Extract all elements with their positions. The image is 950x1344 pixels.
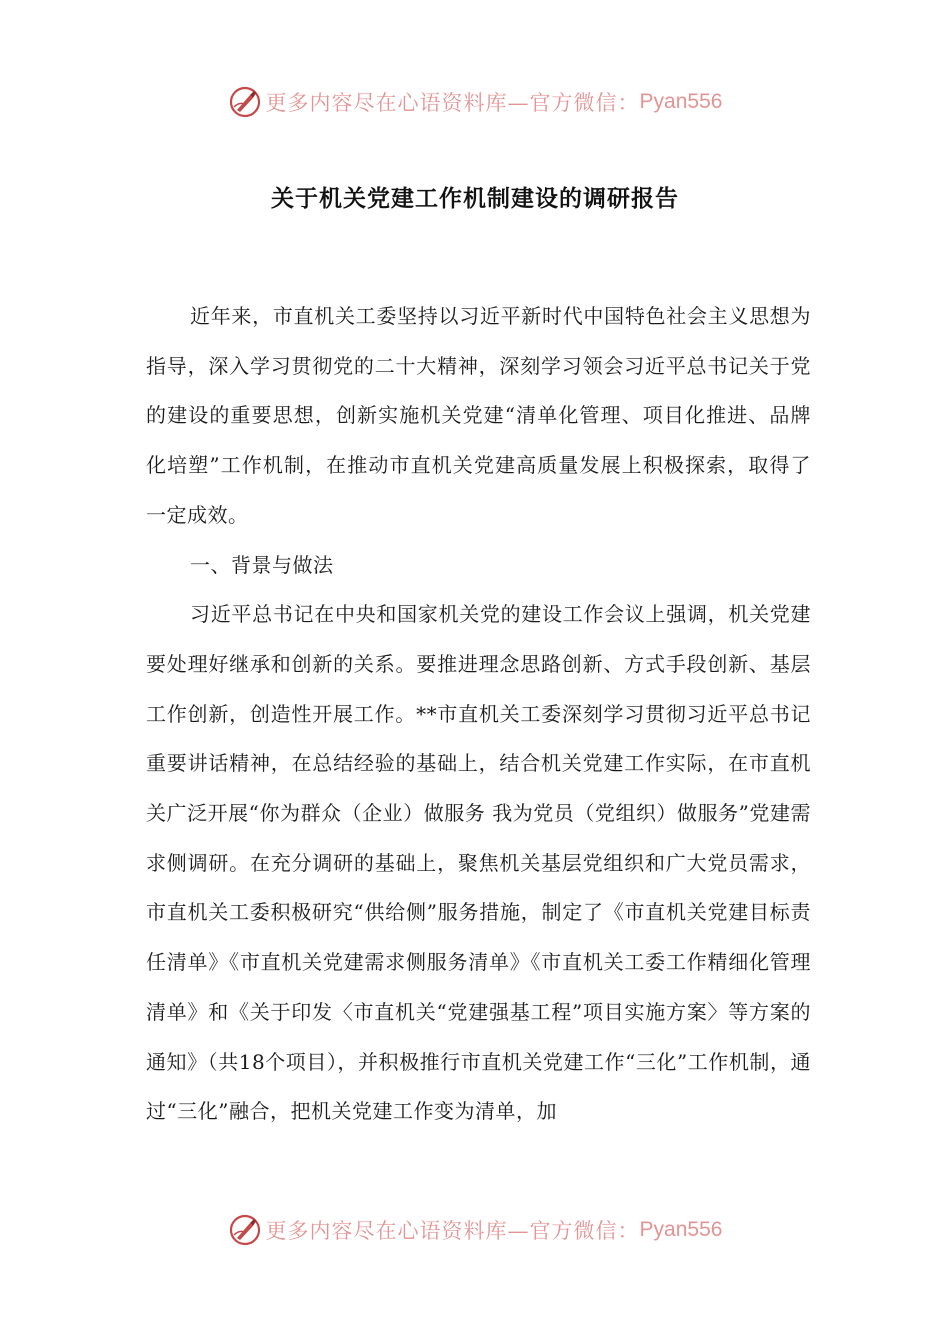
watermark-wechat-id: Pyan556 xyxy=(639,1218,723,1241)
watermark-text: 更多内容尽在心语资料库—官方微信： xyxy=(265,1219,640,1243)
document-body xyxy=(146,292,811,1137)
document-title: 关于机关党建工作机制建设的调研报告 xyxy=(271,185,679,212)
paragraph-intro: 近年来，市直机关工委坚持以习近平新时代中国特色社会主义思想为指导，深入学习贯彻党的二十大精神，深刻学习领会习近平总书记关于党的建设的重要思想，创新实施机关党建“清单化管理、项目化推进、品牌化培塑”工作机制，在推动市直机关党建高质量发展上积极探索，取得了一定成效。 xyxy=(146,304,811,527)
section-heading: 一、背景与做法 xyxy=(190,552,334,577)
watermark-banner-top xyxy=(0,82,950,122)
pen-circle-logo-icon xyxy=(228,85,262,119)
pen-circle-logo-icon xyxy=(228,1213,262,1247)
watermark-wechat-id: Pyan556 xyxy=(639,90,723,113)
watermark-text: 更多内容尽在心语资料库—官方微信： xyxy=(265,91,640,115)
paragraph-background: 习近平总书记在中央和国家机关党的建设工作会议上强调，机关党建要处理好继承和创新的关系。要推进理念思路创新、方式手段创新、基层工作创新，创造性开展工作。**市直机关工委深刻学习贯彻习近平总书记重要讲话精神，在总结经验的基础上，结合机关党建工作实际，在市直机关广泛开展“你为群众（企业）做服务 我为党员（党组织）做服务”党建需求侧调研。在充分调研的基础上，聚焦机关基层党组织和广大党员需求，市直机关工委积极研究“供给侧”服务措施，制定了《市直机关党建目标责任清单》《市直机关党建需求侧服务清单》《市直机关工委工作精细化管理清单》和《关于印发〈市直机关“党建强基工程”项目实施方案〉等方案的通知》（共18个项目），并积极推行市直机关党建工作“三化”工作机制，通过“三化”融合，把机关党建工作变为清单，加 xyxy=(146,602,811,1124)
watermark-banner-bottom xyxy=(0,1210,950,1250)
